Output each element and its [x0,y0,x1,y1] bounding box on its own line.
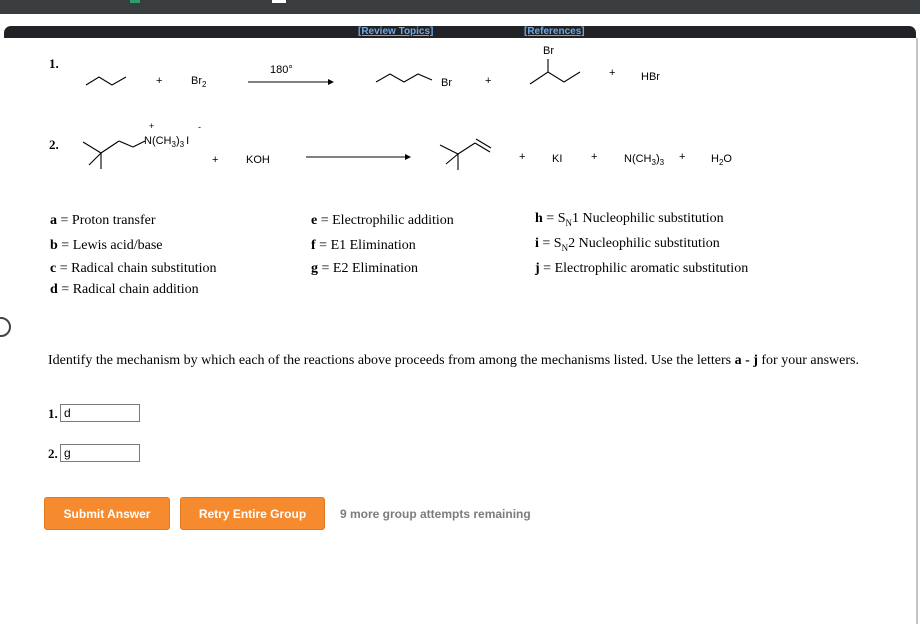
butane-structure [86,72,136,90]
mechanism-g: g = E2 Elimination [311,261,419,276]
mechanism-i: $i = S_N2$ Nucleophilic substitution [535,236,720,253]
ammonium-group-label: $N(CH_3)_3$ I [144,135,190,150]
side-toggle-icon[interactable] [0,317,11,337]
alkene-product-structure [440,136,496,176]
mechanism-e: e = Electrophilic addition [311,213,454,228]
mechanism-a: a = Proton transfer [50,213,156,228]
koh-reagent: KOH [246,154,270,166]
reaction-condition: 180° [270,64,293,76]
water-byproduct: $H_2O$ [711,153,732,168]
mechanism-c: c = Radical chain substitution [50,261,217,276]
top-band-mark [130,0,140,3]
attempts-remaining-text: 9 more group attempts remaining [340,507,531,521]
hbr-byproduct: HBr [641,71,660,83]
plus-sign: + [485,75,492,87]
top-band-mark [272,0,286,3]
reaction-2-number: 2. [49,137,59,152]
review-topics-link[interactable]: [Review Topics] [358,26,434,37]
instructions-text: Identify the mechanism by which each of the reactions above proceeds from among the mechanisms listed. Use the letters a - j for your answers. [48,353,859,368]
retry-entire-group-button[interactable]: Retry Entire Group [180,497,325,530]
top-band [0,0,920,14]
reaction-1-number: 1. [49,56,59,71]
trimethylamine-byproduct: $N(CH_3)_3$ [624,153,665,168]
product-1-br-label: Br [441,77,452,89]
plus-sign: + [609,67,616,79]
mechanism-f: f = E1 Elimination [311,238,416,253]
plus-sign: + [591,151,598,163]
bromine-reagent: $Br_2$ [191,75,207,90]
references-bar [4,26,916,38]
submit-answer-button[interactable]: Submit Answer [44,497,170,530]
mechanism-h: $h = S_N1$ Nucleophilic substitution [535,211,724,228]
1-bromobutane-structure [376,64,446,88]
ki-byproduct: KI [552,153,563,165]
mechanism-d: d = Radical chain addition [50,282,199,297]
answer-2-label: 2. [48,446,58,461]
reaction-2-arrow [306,153,416,163]
references-link[interactable]: [References] [524,26,585,37]
right-border [916,38,918,624]
plus-sign: + [156,75,163,87]
plus-sign: + [679,151,686,163]
answer-1-input[interactable] [60,404,140,422]
plus-sign: + [519,151,526,163]
2-bromobutane-structure [530,56,590,90]
plus-sign: + [212,154,219,166]
ammonium-plus-charge: + [149,121,155,131]
quaternary-ammonium-structure [83,127,153,177]
reaction-1-arrow [248,78,338,88]
answer-2-input[interactable] [60,444,140,462]
mechanism-j: j = Electrophilic aromatic substitution [535,261,749,276]
iodide-minus-charge: - [198,122,201,132]
top-spacer [0,14,920,26]
mechanism-b: b = Lewis acid/base [50,238,163,253]
product-2-br-label: Br [543,45,554,57]
answer-1-label: 1. [48,406,58,421]
